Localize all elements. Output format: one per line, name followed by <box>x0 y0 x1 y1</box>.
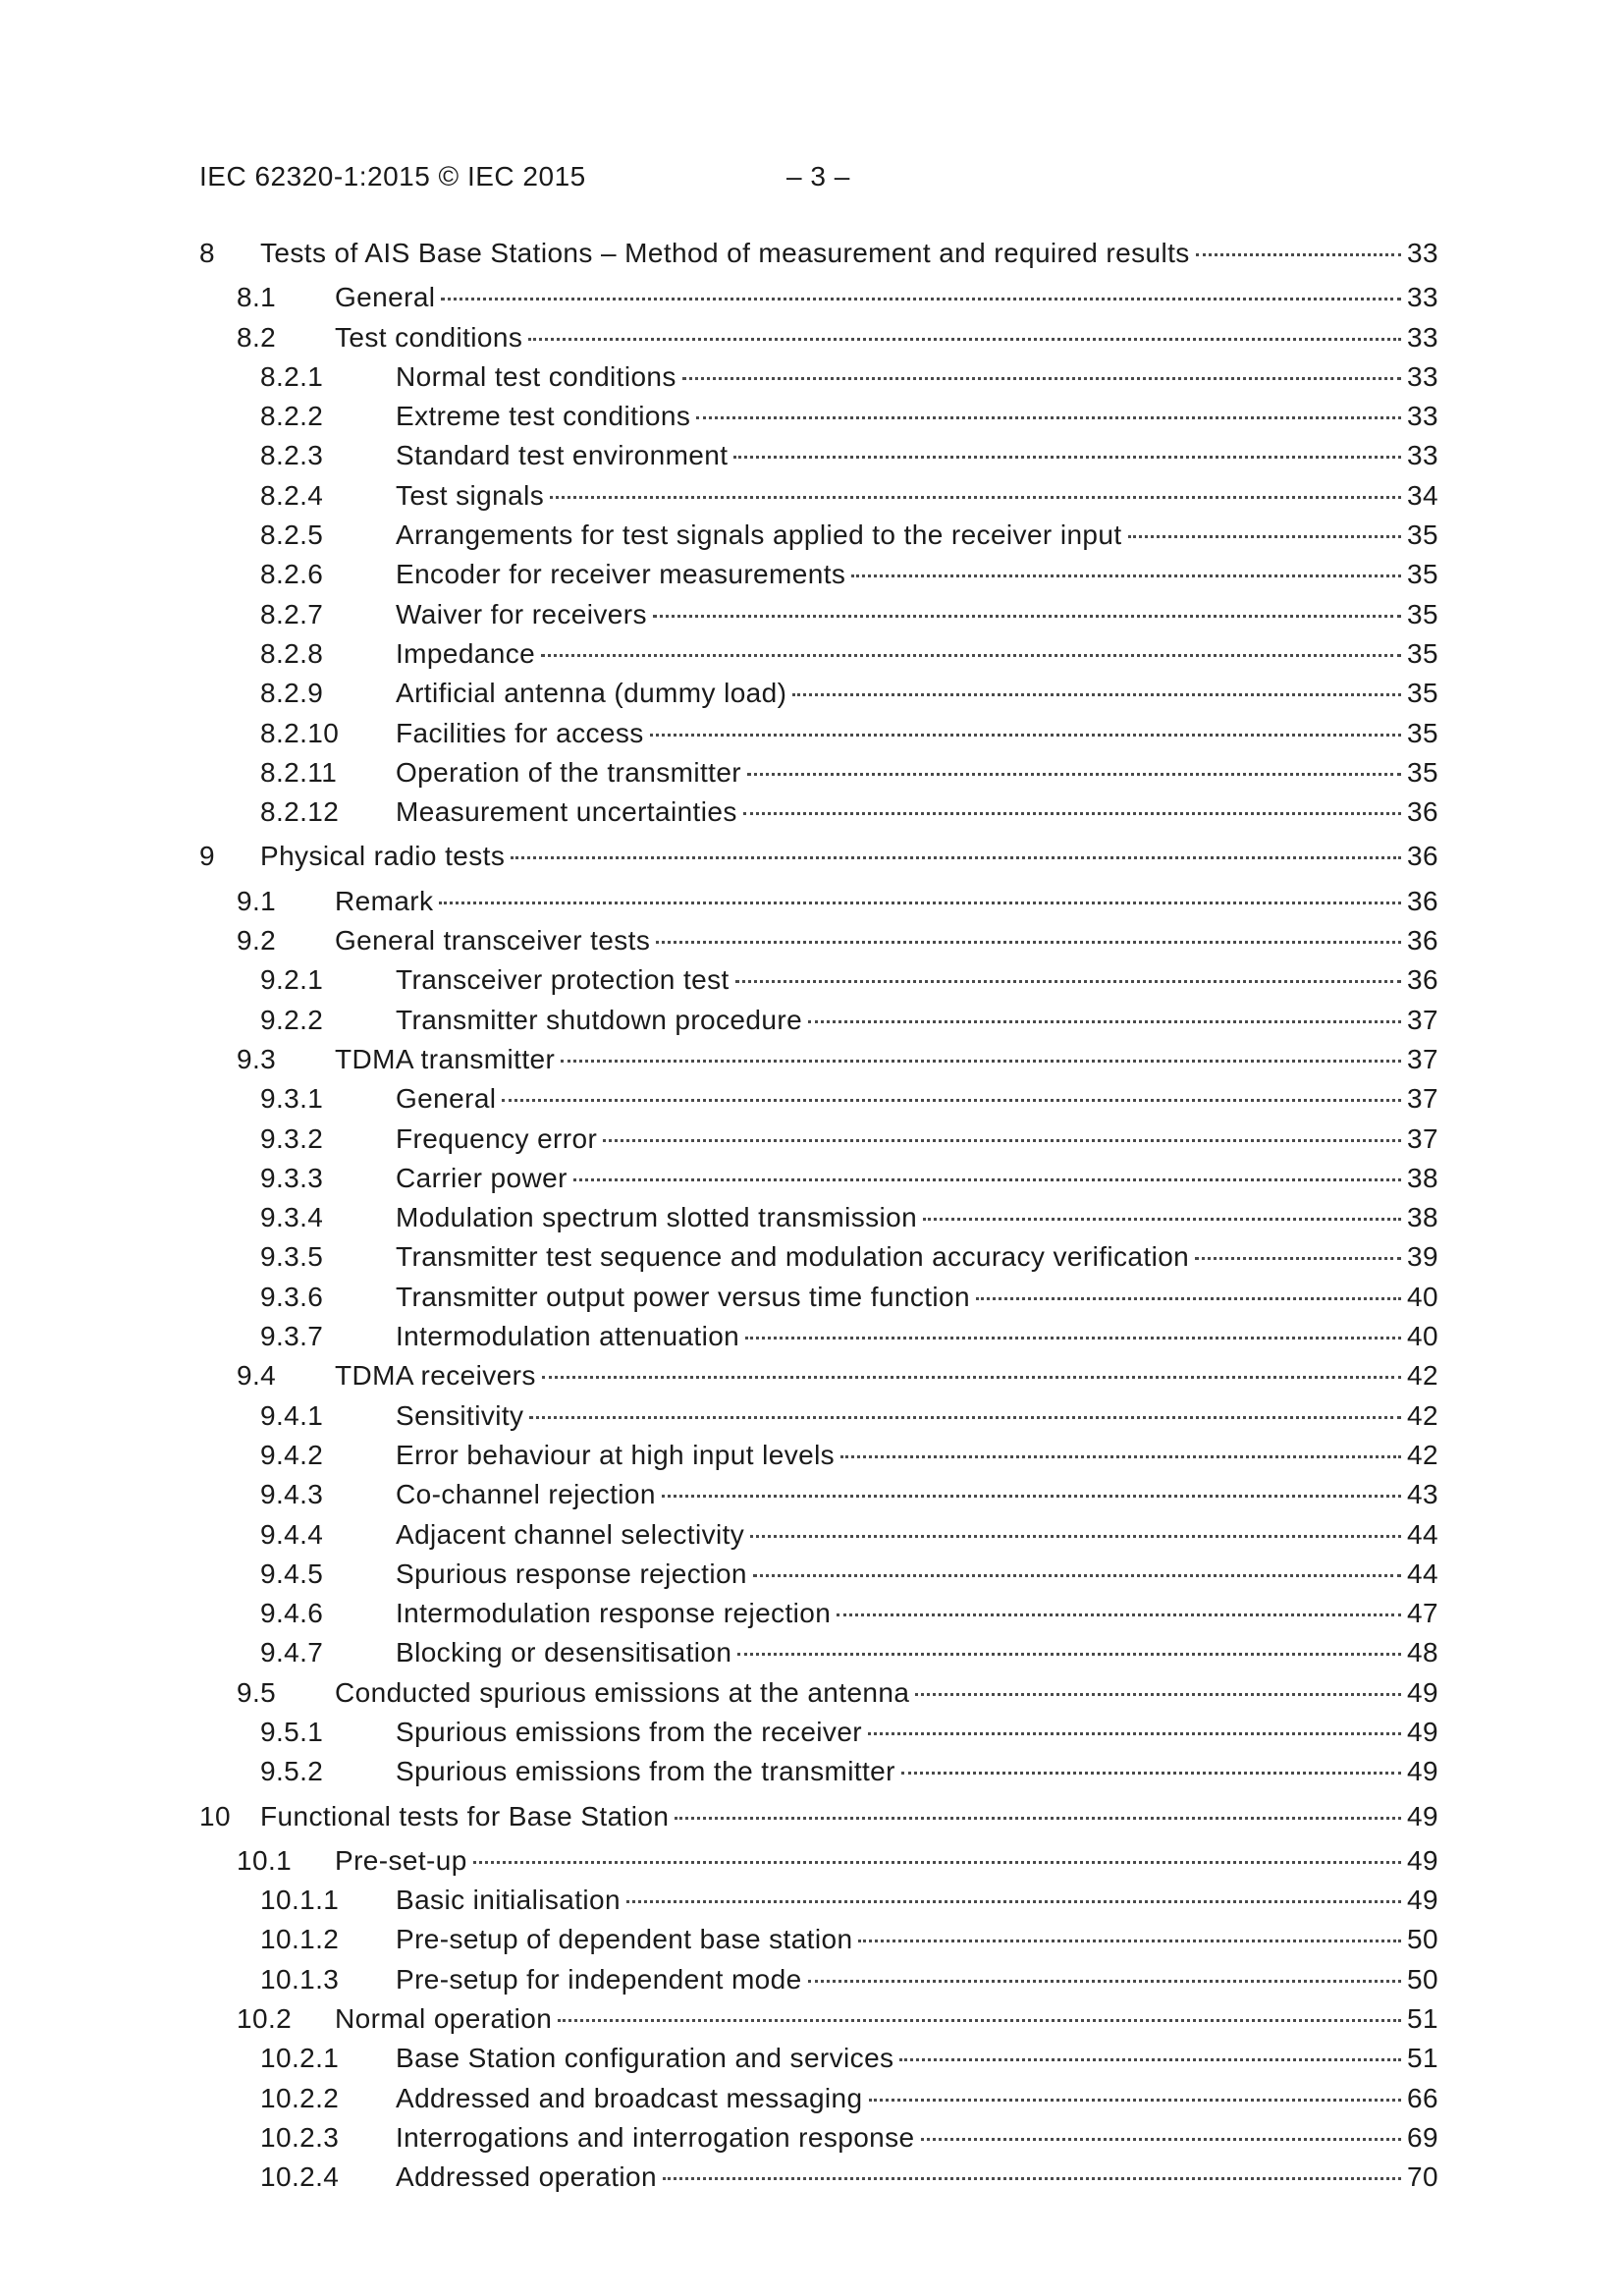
toc-entry-page: 36 <box>1407 964 1438 996</box>
toc-entry-page: 49 <box>1407 1716 1438 1747</box>
toc-entry-title: Sensitivity <box>396 1399 524 1431</box>
toc-entry-number: 10.2.3 <box>260 2121 340 2153</box>
dot-leader <box>976 1297 1401 1300</box>
toc-entry-title: Extreme test conditions <box>396 401 691 432</box>
toc-entry-page: 66 <box>1407 2082 1438 2113</box>
toc-entry-title: Functional tests for Base Station <box>260 1800 670 1831</box>
toc-entry-page: 36 <box>1407 841 1438 872</box>
toc-entry-title: Base Station configuration and services <box>396 2043 894 2074</box>
toc-entry-number: 9.4.3 <box>260 1479 324 1510</box>
toc-entry-number: 9.3.4 <box>260 1202 324 1233</box>
toc-entry[interactable] <box>199 1278 1438 1317</box>
toc-entry-number: 9.2.1 <box>260 964 324 996</box>
toc-entry-title: Modulation spectrum slotted transmission <box>396 1202 918 1233</box>
toc-entry-number: 9.4.4 <box>260 1518 324 1550</box>
dot-leader <box>1195 1257 1401 1260</box>
toc-entry[interactable] <box>199 1040 1438 1079</box>
dot-leader <box>808 1980 1401 1983</box>
toc-entry-number: 8.2.2 <box>260 401 324 432</box>
toc-entry-title: Test signals <box>396 479 545 511</box>
toc-entry-number: 8.2.1 <box>260 360 324 392</box>
toc-entry[interactable] <box>199 674 1438 713</box>
toc-entry[interactable] <box>199 882 1438 921</box>
toc-entry-page: 33 <box>1407 360 1438 392</box>
dot-leader <box>792 693 1401 696</box>
toc-entry-number: 8.2 <box>237 321 277 353</box>
toc-entry-title: Spurious emissions from the receiver <box>396 1716 863 1747</box>
toc-entry-page: 35 <box>1407 637 1438 669</box>
dot-leader <box>653 615 1401 618</box>
toc-entry-page: 42 <box>1407 1399 1438 1431</box>
toc-entry-number: 9.4.7 <box>260 1637 324 1668</box>
toc-entry-title: Carrier power <box>396 1162 568 1193</box>
toc-entry-number: 8.2.10 <box>260 717 340 748</box>
toc-entry-number: 9.4.1 <box>260 1399 324 1431</box>
toc-entry-page: 42 <box>1407 1360 1438 1392</box>
dot-leader <box>541 654 1401 657</box>
toc-entry[interactable] <box>199 753 1438 793</box>
toc-entry-title: Intermodulation attenuation <box>396 1321 740 1352</box>
toc-entry-page: 33 <box>1407 238 1438 268</box>
toc-entry-page: 44 <box>1407 1558 1438 1589</box>
toc-entry-title: Arrangements for test signals applied to the receiver input <box>396 519 1122 551</box>
toc-entry-page: 40 <box>1407 1321 1438 1352</box>
toc-entry-page: 49 <box>1407 1756 1438 1787</box>
toc-entry-number: 10 <box>199 1800 231 1831</box>
toc-entry-number: 9.4 <box>237 1360 277 1392</box>
toc-entry-title: Normal operation <box>335 2003 553 2035</box>
toc-entry[interactable] <box>199 1001 1438 1040</box>
toc-entry-title: Blocking or desensitisation <box>396 1637 732 1668</box>
dot-leader <box>901 1772 1401 1775</box>
toc-entry-number: 10.1.1 <box>260 1885 340 1916</box>
toc-entry-title: Pre-setup of dependent base station <box>396 1924 853 1955</box>
dot-leader <box>439 902 1401 904</box>
toc-entry[interactable] <box>199 921 1438 960</box>
dot-leader <box>837 1613 1401 1616</box>
toc-entry-page: 51 <box>1407 2043 1438 2074</box>
toc-entry-number: 9.4.6 <box>260 1598 324 1629</box>
toc-entry-number: 9.5.2 <box>260 1756 324 1787</box>
toc-entry-number: 8.2.12 <box>260 796 340 828</box>
dot-leader <box>840 1455 1401 1458</box>
toc-entry-page: 38 <box>1407 1162 1438 1193</box>
toc-entry[interactable] <box>199 595 1438 634</box>
toc-entry-title: Co-channel rejection <box>396 1479 656 1510</box>
toc-entry-page: 44 <box>1407 1518 1438 1550</box>
toc-entry[interactable] <box>199 1396 1438 1436</box>
toc-entry-number: 9.3.5 <box>260 1241 324 1273</box>
toc-entry-page: 35 <box>1407 559 1438 590</box>
toc-entry-title: Measurement uncertainties <box>396 796 737 828</box>
toc-entry-number: 10.2.4 <box>260 2161 340 2193</box>
toc-entry-title: Physical radio tests <box>260 841 506 872</box>
dot-leader <box>750 1535 1401 1538</box>
toc-entry-title: Addressed and broadcast messaging <box>396 2082 863 2113</box>
toc-entry[interactable] <box>199 278 1438 317</box>
toc-entry[interactable] <box>199 1237 1438 1277</box>
toc-entry[interactable] <box>199 1999 1438 2039</box>
toc-entry-number: 9.3.1 <box>260 1083 324 1115</box>
toc-entry[interactable] <box>199 1594 1438 1633</box>
toc-entry-page: 50 <box>1407 1924 1438 1955</box>
toc-entry-page: 33 <box>1407 440 1438 471</box>
toc-entry-page: 36 <box>1407 925 1438 957</box>
dot-leader <box>502 1099 1401 1102</box>
dot-leader <box>868 1732 1401 1735</box>
toc-entry-title: Standard test environment <box>396 440 729 471</box>
toc-entry-page: 35 <box>1407 519 1438 551</box>
toc-entry[interactable] <box>199 1555 1438 1594</box>
page-header <box>199 161 1438 200</box>
toc-entry-number: 9.1 <box>237 885 277 916</box>
toc-entry-title: Facilities for access <box>396 717 644 748</box>
dot-leader <box>675 1817 1401 1820</box>
toc-entry-title: Adjacent channel selectivity <box>396 1518 745 1550</box>
toc-entry-page: 34 <box>1407 479 1438 511</box>
toc-entry-number: 9.5.1 <box>260 1716 324 1747</box>
toc-entry-number: 9.3.6 <box>260 1281 324 1312</box>
table-of-contents <box>199 234 1438 2198</box>
toc-entry-number: 9.2 <box>237 925 277 957</box>
toc-entry-title: Basic initialisation <box>396 1885 621 1916</box>
toc-entry-title: Impedance <box>396 637 536 669</box>
toc-entry-page: 33 <box>1407 321 1438 353</box>
toc-entry-page: 35 <box>1407 678 1438 709</box>
toc-entry[interactable] <box>199 397 1438 436</box>
toc-entry-number: 8.2.6 <box>260 559 324 590</box>
dot-leader <box>745 1337 1401 1339</box>
toc-entry-title: TDMA receivers <box>335 1360 536 1392</box>
toc-entry-page: 35 <box>1407 717 1438 748</box>
page-number: – 3 – <box>786 161 850 191</box>
toc-entry-title: Transceiver protection test <box>396 964 730 996</box>
toc-entry-page: 36 <box>1407 796 1438 828</box>
dot-leader <box>921 2138 1402 2141</box>
toc-entry-title: Normal test conditions <box>396 360 676 392</box>
toc-entry[interactable] <box>199 1841 1438 1881</box>
toc-entry-title: General <box>335 282 436 313</box>
toc-entry-page: 37 <box>1407 1004 1438 1035</box>
dot-leader <box>511 856 1401 859</box>
toc-entry-number: 9.4.5 <box>260 1558 324 1589</box>
toc-entry-page: 47 <box>1407 1598 1438 1629</box>
toc-entry-page: 39 <box>1407 1241 1438 1273</box>
dot-leader <box>1128 535 1402 538</box>
toc-entry-page: 37 <box>1407 1122 1438 1154</box>
dot-leader <box>550 496 1401 499</box>
toc-entry[interactable] <box>199 714 1438 753</box>
toc-entry-page: 49 <box>1407 1676 1438 1708</box>
toc-entry-page: 37 <box>1407 1043 1438 1074</box>
dot-leader <box>696 416 1401 419</box>
toc-entry-title: Conducted spurious emissions at the antenna <box>335 1676 910 1708</box>
toc-entry-title: Waiver for receivers <box>396 598 647 629</box>
toc-entry-number: 8.2.9 <box>260 678 324 709</box>
toc-entry-title: Pre-setup for independent mode <box>396 1963 802 1995</box>
toc-entry-number: 9.2.2 <box>260 1004 324 1035</box>
toc-entry-number: 9.5 <box>237 1676 277 1708</box>
toc-entry-number: 9.3 <box>237 1043 277 1074</box>
toc-entry-title: Spurious response rejection <box>396 1558 747 1589</box>
toc-entry[interactable] <box>199 357 1438 397</box>
toc-entry[interactable] <box>199 234 1438 273</box>
toc-entry-title: Error behaviour at high input levels <box>396 1439 836 1470</box>
dot-leader <box>573 1178 1401 1181</box>
toc-entry-title: General <box>396 1083 497 1115</box>
toc-entry[interactable] <box>199 1881 1438 1920</box>
toc-entry[interactable] <box>199 1159 1438 1198</box>
toc-entry-page: 43 <box>1407 1479 1438 1510</box>
dot-leader <box>662 1495 1401 1498</box>
toc-entry[interactable] <box>199 2079 1438 2118</box>
toc-entry[interactable] <box>199 1120 1438 1159</box>
toc-entry-number: 8.2.5 <box>260 519 324 551</box>
dot-leader <box>650 734 1401 737</box>
dot-leader <box>743 812 1401 815</box>
dot-leader <box>441 298 1401 301</box>
toc-entry[interactable] <box>199 1752 1438 1791</box>
dot-leader <box>603 1139 1401 1142</box>
toc-entry[interactable] <box>199 476 1438 516</box>
toc-entry[interactable] <box>199 837 1438 876</box>
toc-entry-title: General transceiver tests <box>335 925 651 957</box>
toc-entry-number: 9 <box>199 841 215 872</box>
toc-entry[interactable] <box>199 793 1438 832</box>
toc-entry[interactable] <box>199 960 1438 1000</box>
toc-entry-page: 33 <box>1407 282 1438 313</box>
toc-entry[interactable] <box>199 1713 1438 1752</box>
toc-entry[interactable] <box>199 1920 1438 1959</box>
toc-entry[interactable] <box>199 1633 1438 1672</box>
toc-entry[interactable] <box>199 516 1438 555</box>
toc-entry-page: 42 <box>1407 1439 1438 1470</box>
dot-leader <box>915 1693 1401 1696</box>
dot-leader <box>542 1376 1401 1379</box>
toc-entry-page: 37 <box>1407 1083 1438 1115</box>
toc-entry-title: Encoder for receiver measurements <box>396 559 846 590</box>
toc-entry[interactable] <box>199 436 1438 475</box>
toc-entry-number: 10.2 <box>237 2003 293 2035</box>
toc-entry-number: 9.3.3 <box>260 1162 324 1193</box>
toc-entry-page: 38 <box>1407 1202 1438 1233</box>
toc-entry[interactable] <box>199 1079 1438 1119</box>
toc-entry[interactable] <box>199 2039 1438 2078</box>
toc-entry[interactable] <box>199 555 1438 594</box>
toc-entry-number: 10.1.2 <box>260 1924 340 1955</box>
toc-entry-page: 48 <box>1407 1637 1438 1668</box>
toc-entry-page: 40 <box>1407 1281 1438 1312</box>
toc-entry[interactable] <box>199 1515 1438 1555</box>
toc-entry-page: 51 <box>1407 2003 1438 2035</box>
toc-entry-title: Test conditions <box>335 321 523 353</box>
dot-leader <box>858 1940 1401 1942</box>
toc-entry-title: Interrogations and interrogation response <box>396 2121 915 2153</box>
toc-entry-title: Addressed operation <box>396 2161 657 2193</box>
toc-entry[interactable] <box>199 1475 1438 1514</box>
toc-entry[interactable] <box>199 1198 1438 1237</box>
dot-leader <box>529 1416 1401 1419</box>
dot-leader <box>733 456 1401 459</box>
dot-leader <box>869 2099 1402 2102</box>
toc-entry-title: Remark <box>335 885 434 916</box>
dot-leader <box>923 1218 1401 1221</box>
dot-leader <box>626 1900 1401 1903</box>
toc-entry-title: Tests of AIS Base Stations – Method of measurement and required results <box>260 238 1190 268</box>
toc-entry-title: Frequency error <box>396 1122 598 1154</box>
dot-leader <box>753 1574 1401 1577</box>
dot-leader <box>682 377 1401 380</box>
toc-entry-title: TDMA transmitter <box>335 1043 556 1074</box>
dot-leader <box>747 773 1401 776</box>
dot-leader <box>737 1653 1401 1656</box>
dot-leader <box>663 2177 1401 2180</box>
toc-entry-page: 36 <box>1407 885 1438 916</box>
toc-entry-page: 49 <box>1407 1885 1438 1916</box>
toc-entry-title: Spurious emissions from the transmitter <box>396 1756 895 1787</box>
toc-entry-title: Operation of the transmitter <box>396 756 742 788</box>
dot-leader <box>1196 253 1401 256</box>
toc-entry-number: 8.2.7 <box>260 598 324 629</box>
document-identifier: IEC 62320-1:2015 © IEC 2015 <box>199 161 586 191</box>
dot-leader <box>528 338 1401 341</box>
toc-entry-number: 10.2.1 <box>260 2043 340 2074</box>
toc-entry[interactable] <box>199 1356 1438 1395</box>
toc-entry[interactable] <box>199 1673 1438 1713</box>
toc-entry-page: 49 <box>1407 1800 1438 1831</box>
toc-entry[interactable] <box>199 318 1438 357</box>
toc-entry-page: 35 <box>1407 598 1438 629</box>
toc-entry-page: 50 <box>1407 1963 1438 1995</box>
toc-entry-title: Transmitter shutdown procedure <box>396 1004 803 1035</box>
toc-entry-title: Transmitter output power versus time function <box>396 1281 970 1312</box>
dot-leader <box>558 2019 1401 2022</box>
toc-entry-title: Pre-set-up <box>335 1844 467 1876</box>
toc-entry[interactable] <box>199 1960 1438 1999</box>
dot-leader <box>851 574 1401 577</box>
toc-entry-number: 9.3.2 <box>260 1122 324 1154</box>
dot-leader <box>473 1861 1401 1864</box>
toc-entry-title: Artificial antenna (dummy load) <box>396 678 787 709</box>
toc-entry-number: 9.4.2 <box>260 1439 324 1470</box>
toc-entry-number: 8.2.8 <box>260 637 324 669</box>
toc-entry-page: 70 <box>1407 2161 1438 2193</box>
toc-entry-number: 8.2.4 <box>260 479 324 511</box>
toc-entry[interactable] <box>199 1317 1438 1356</box>
toc-entry-number: 8 <box>199 238 215 268</box>
dot-leader <box>899 2058 1401 2061</box>
dot-leader <box>656 941 1401 944</box>
toc-entry-page: 33 <box>1407 401 1438 432</box>
toc-entry-number: 8.2.11 <box>260 756 338 788</box>
toc-entry[interactable] <box>199 1436 1438 1475</box>
toc-entry-page: 69 <box>1407 2121 1438 2153</box>
toc-entry-page: 35 <box>1407 756 1438 788</box>
toc-entry-number: 10.2.2 <box>260 2082 340 2113</box>
toc-entry[interactable] <box>199 2158 1438 2197</box>
toc-entry[interactable] <box>199 1797 1438 1836</box>
toc-entry-title: Transmitter test sequence and modulation accuracy verification <box>396 1241 1190 1273</box>
toc-entry-number: 8.1 <box>237 282 277 313</box>
dot-leader <box>808 1020 1401 1023</box>
toc-entry-number: 8.2.3 <box>260 440 324 471</box>
toc-entry-number: 10.1 <box>237 1844 293 1876</box>
toc-entry-title: Intermodulation response rejection <box>396 1598 832 1629</box>
toc-entry[interactable] <box>199 634 1438 674</box>
toc-entry-page: 49 <box>1407 1844 1438 1876</box>
toc-entry-number: 10.1.3 <box>260 1963 340 1995</box>
toc-entry[interactable] <box>199 2118 1438 2158</box>
dot-leader <box>561 1060 1401 1063</box>
toc-entry-number: 9.3.7 <box>260 1321 324 1352</box>
dot-leader <box>735 980 1401 983</box>
